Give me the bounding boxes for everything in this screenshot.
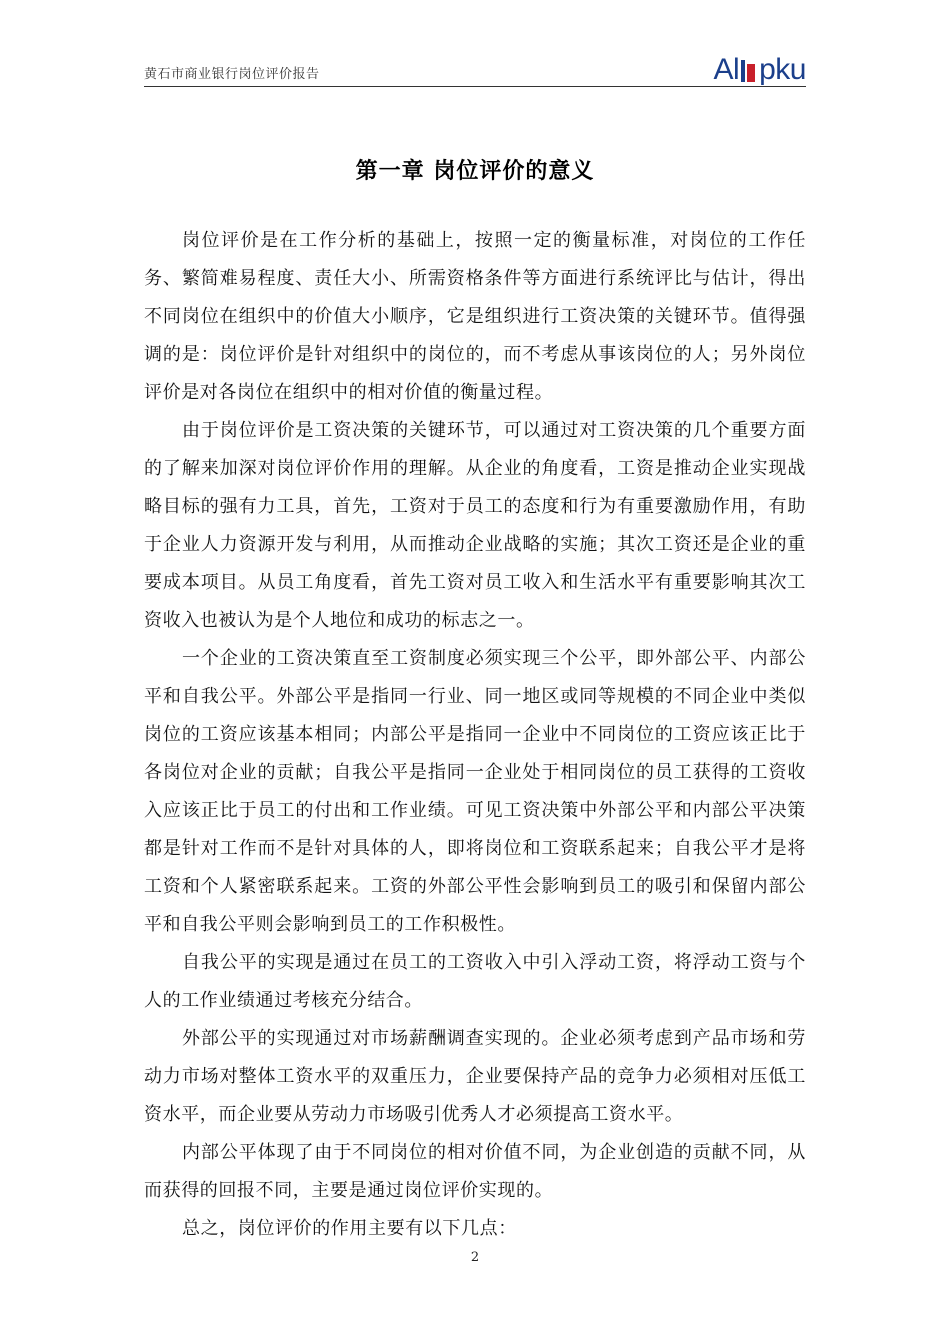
logo-text-left: Al — [713, 53, 740, 86]
company-logo — [713, 55, 806, 85]
header-title: 黄石市商业银行岗位评价报告 — [144, 67, 320, 82]
paragraph: 由于岗位评价是工资决策的关键环节，可以通过对工资决策的几个重要方面的了解来加深对岗位评价作用的理解。从企业的角度看，工资是推动企业实现战略目标的强有力工具，首先，工资对于员工的态度和行为有重要激励作用，有助于企业人力资源开发与利用，从而推动企业战略的实施；其次工资还是企业的重要成本项目。从员工角度看，首先工资对员工收入和生活水平有重要影响其次工资收入也被认为是个人地位和成功的标志之一。 — [144, 420, 806, 631]
page-header — [144, 52, 806, 87]
paragraph: 自我公平的实现是通过在员工的工资收入中引入浮动工资，将浮动工资与个人的工作业绩通过考核充分结合。 — [144, 952, 806, 1011]
logo-mark-icon — [741, 60, 757, 82]
paragraph: 外部公平的实现通过对市场薪酬调查实现的。企业必须考虑到产品市场和劳动力市场对整体工资水平的双重压力，企业要保持产品的竞争力必须相对压低工资水平，而企业要从劳动力市场吸引优秀人才必须提高工资水平。 — [144, 1028, 806, 1125]
chapter-title: 第一章 岗位评价的意义 — [355, 159, 595, 184]
logo-text-right: pku — [759, 53, 806, 86]
paragraph: 岗位评价是在工作分析的基础上，按照一定的衡量标准，对岗位的工作任务、繁简难易程度、责任大小、所需资格条件等方面进行系统评比与估计，得出不同岗位在组织中的价值大小顺序，它是组织进行工资决策的关键环节。值得强调的是：岗位评价是针对组织中的岗位的，而不考虑从事该岗位的人；另外岗位评价是对各岗位在组织中的相对价值的衡量过程。 — [144, 230, 806, 403]
paragraph: 总之，岗位评价的作用主要有以下几点： — [182, 1218, 517, 1239]
paragraph: 内部公平体现了由于不同岗位的相对价值不同，为企业创造的贡献不同，从而获得的回报不同，主要是通过岗位评价实现的。 — [144, 1142, 806, 1201]
page-number: 2 — [470, 1250, 480, 1265]
body-content — [144, 222, 806, 1248]
paragraph: 一个企业的工资决策直至工资制度必须实现三个公平，即外部公平、内部公平和自我公平。外部公平是指同一行业、同一地区或同等规模的不同企业中类似岗位的工资应该基本相同；内部公平是指同一企业中不同岗位的工资应该正比于各岗位对企业的贡献；自我公平是指同一企业处于相同岗位的员工获得的工资收入应该正比于员工的付出和工作业绩。可见工资决策中外部公平和内部公平决策都是针对工作而不是针对具体的人，即将岗位和工资联系起来；自我公平才是将工资和个人紧密联系起来。工资的外部公平性会影响到员工的吸引和保留内部公平和自我公平则会影响到员工的工作积极性。 — [144, 648, 806, 935]
